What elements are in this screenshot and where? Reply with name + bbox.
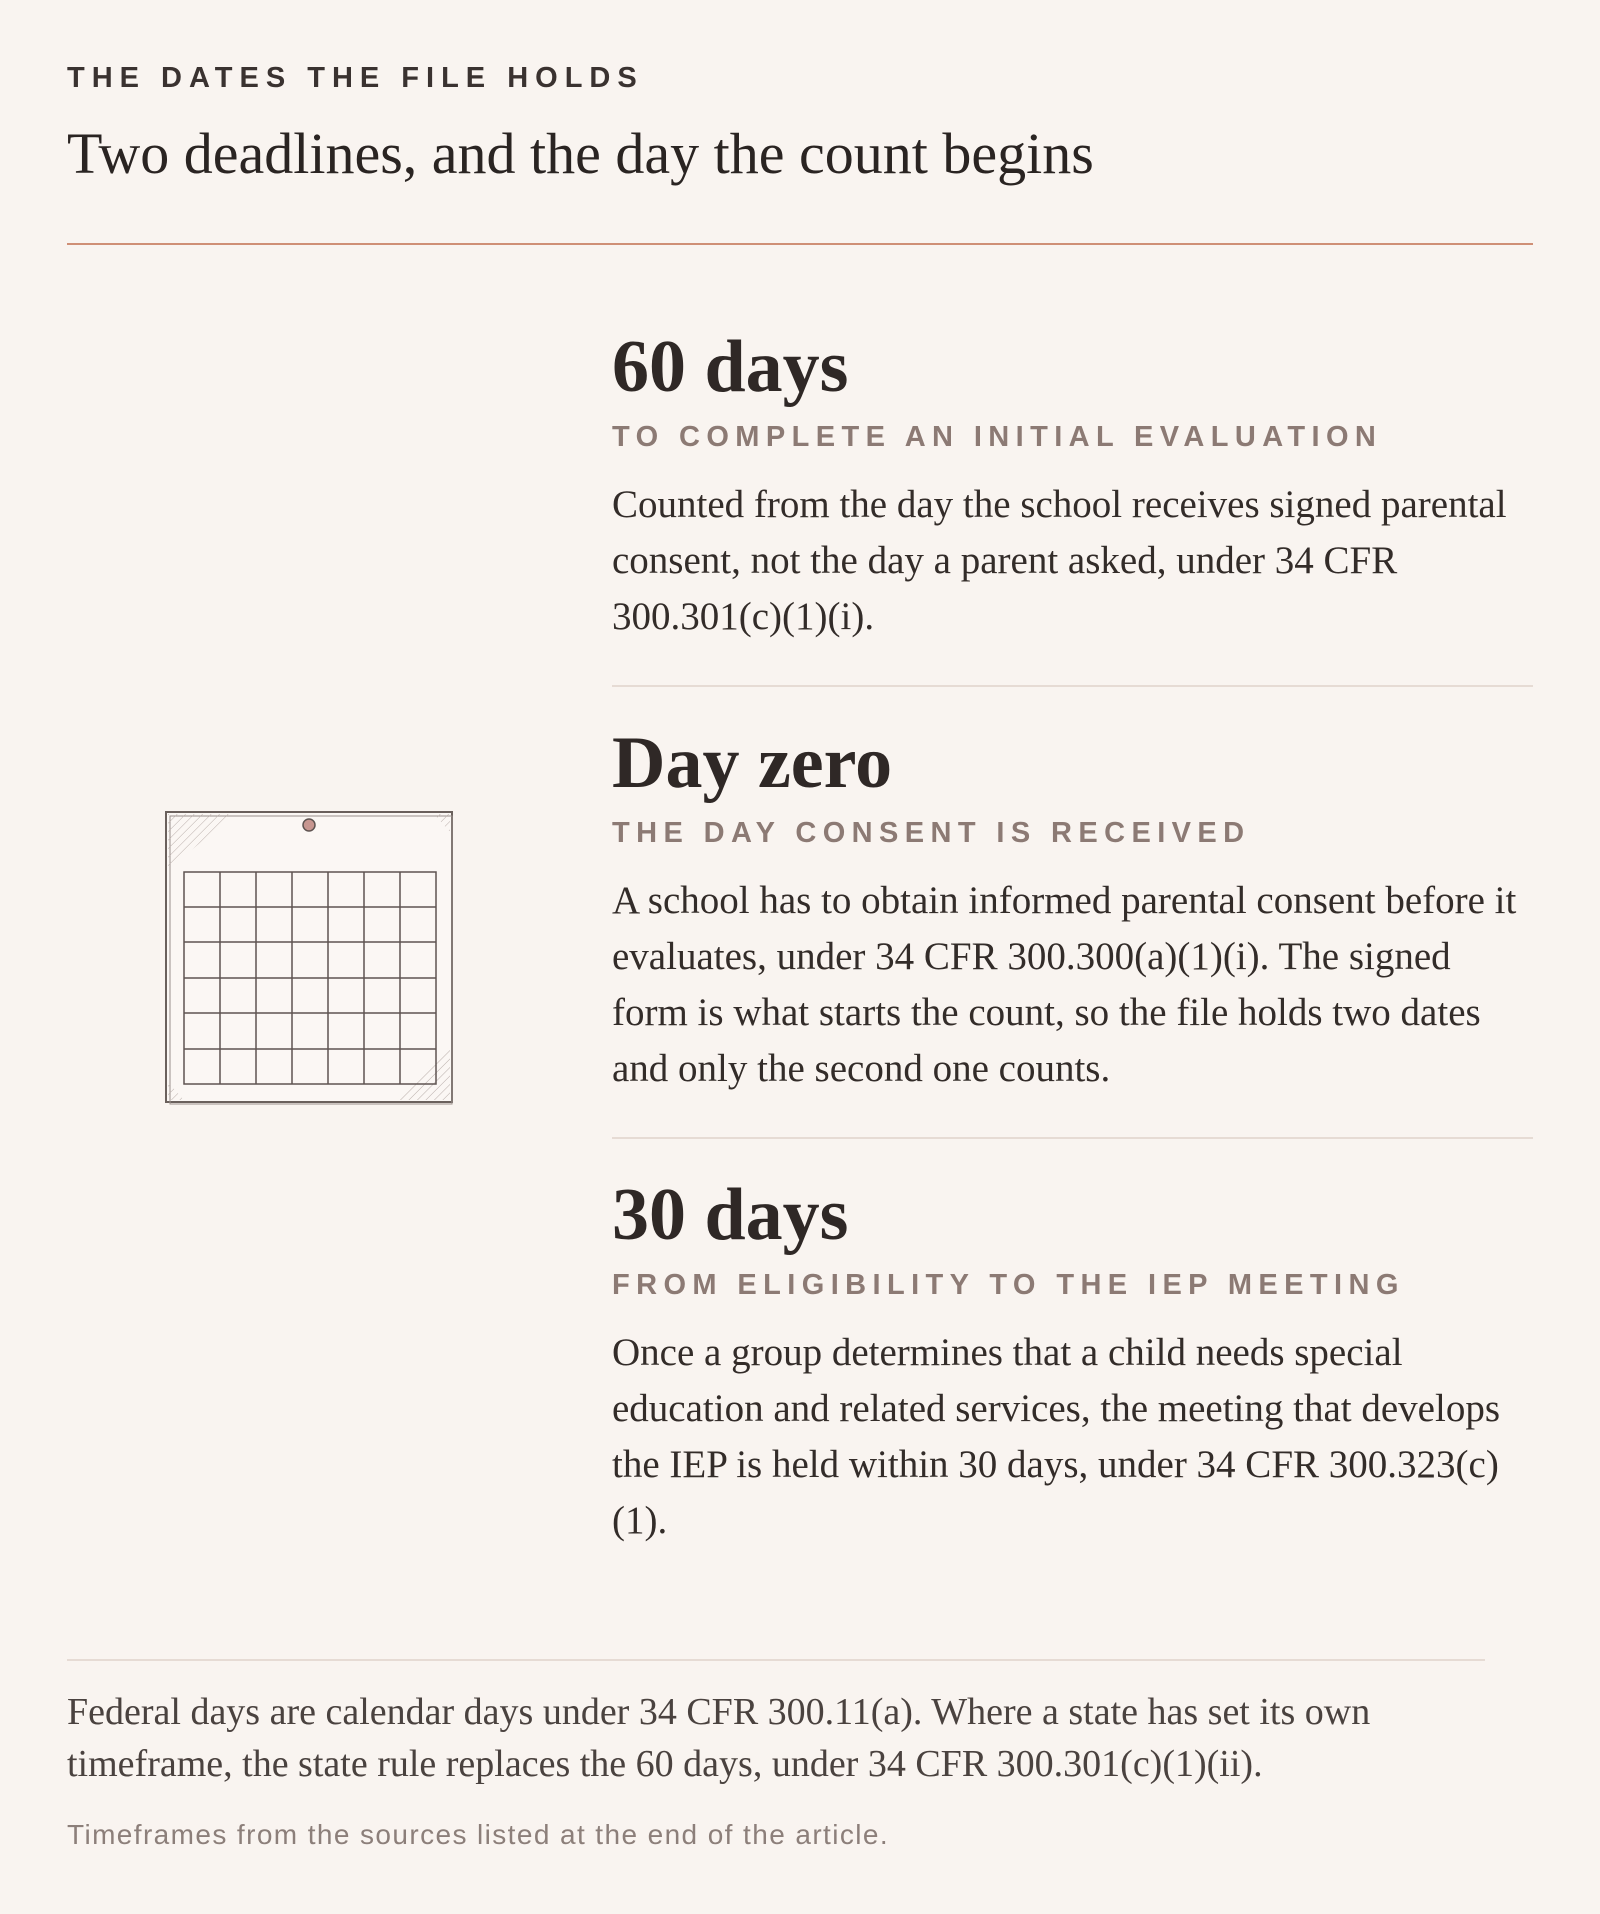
entry-divider bbox=[612, 685, 1533, 687]
entry-body: A school has to obtain informed parental consent before it evaluates, under 34 CFR 300.300(a)(1)(i). The signed form is what starts the count, so the file holds two dates and only the second one counts. bbox=[612, 879, 1517, 1090]
entry-body: Once a group determines that a child needs special education and related services, the meeting that develops the IEP is held within 30 days, under 34 CFR 300.323(c)(1). bbox=[612, 1331, 1500, 1542]
source-note: Timeframes from the sources listed at the end of the article. bbox=[67, 1819, 890, 1850]
deadline-entry-day-zero bbox=[612, 722, 1533, 1097]
footer-divider bbox=[67, 1659, 1485, 1661]
entry-label: TO COMPLETE AN INITIAL EVALUATION bbox=[612, 421, 1383, 453]
entry-body: Counted from the day the school receives signed parental consent, not the day a parent asked, under 34 CFR 300.301(c)(1)(i). bbox=[612, 483, 1507, 638]
entry-label: FROM ELIGIBILITY TO THE IEP MEETING bbox=[612, 1269, 1405, 1301]
footnote: Federal days are calendar days under 34 CFR 300.11(a). Where a state has set its own timeframe, the state rule replaces the 60 days, under 34 CFR 300.301(c)(1)(ii). bbox=[67, 1691, 1371, 1785]
calendar-pin bbox=[303, 819, 315, 831]
entry-label: THE DAY CONSENT IS RECEIVED bbox=[612, 817, 1251, 849]
page-title: Two deadlines, and the day the count begins bbox=[67, 121, 1094, 186]
deadline-entry-evaluation bbox=[612, 326, 1533, 645]
section-eyebrow: THE DATES THE FILE HOLDS bbox=[67, 62, 644, 94]
deadline-list bbox=[612, 326, 1533, 1549]
entry-title: 30 days bbox=[612, 1174, 849, 1256]
entry-divider bbox=[612, 1137, 1533, 1139]
entry-title: 60 days bbox=[612, 326, 849, 408]
title-divider bbox=[67, 243, 1533, 245]
deadline-entry-iep-meeting bbox=[612, 1174, 1533, 1549]
calendar-icon bbox=[164, 810, 456, 1106]
entry-title: Day zero bbox=[612, 722, 893, 804]
